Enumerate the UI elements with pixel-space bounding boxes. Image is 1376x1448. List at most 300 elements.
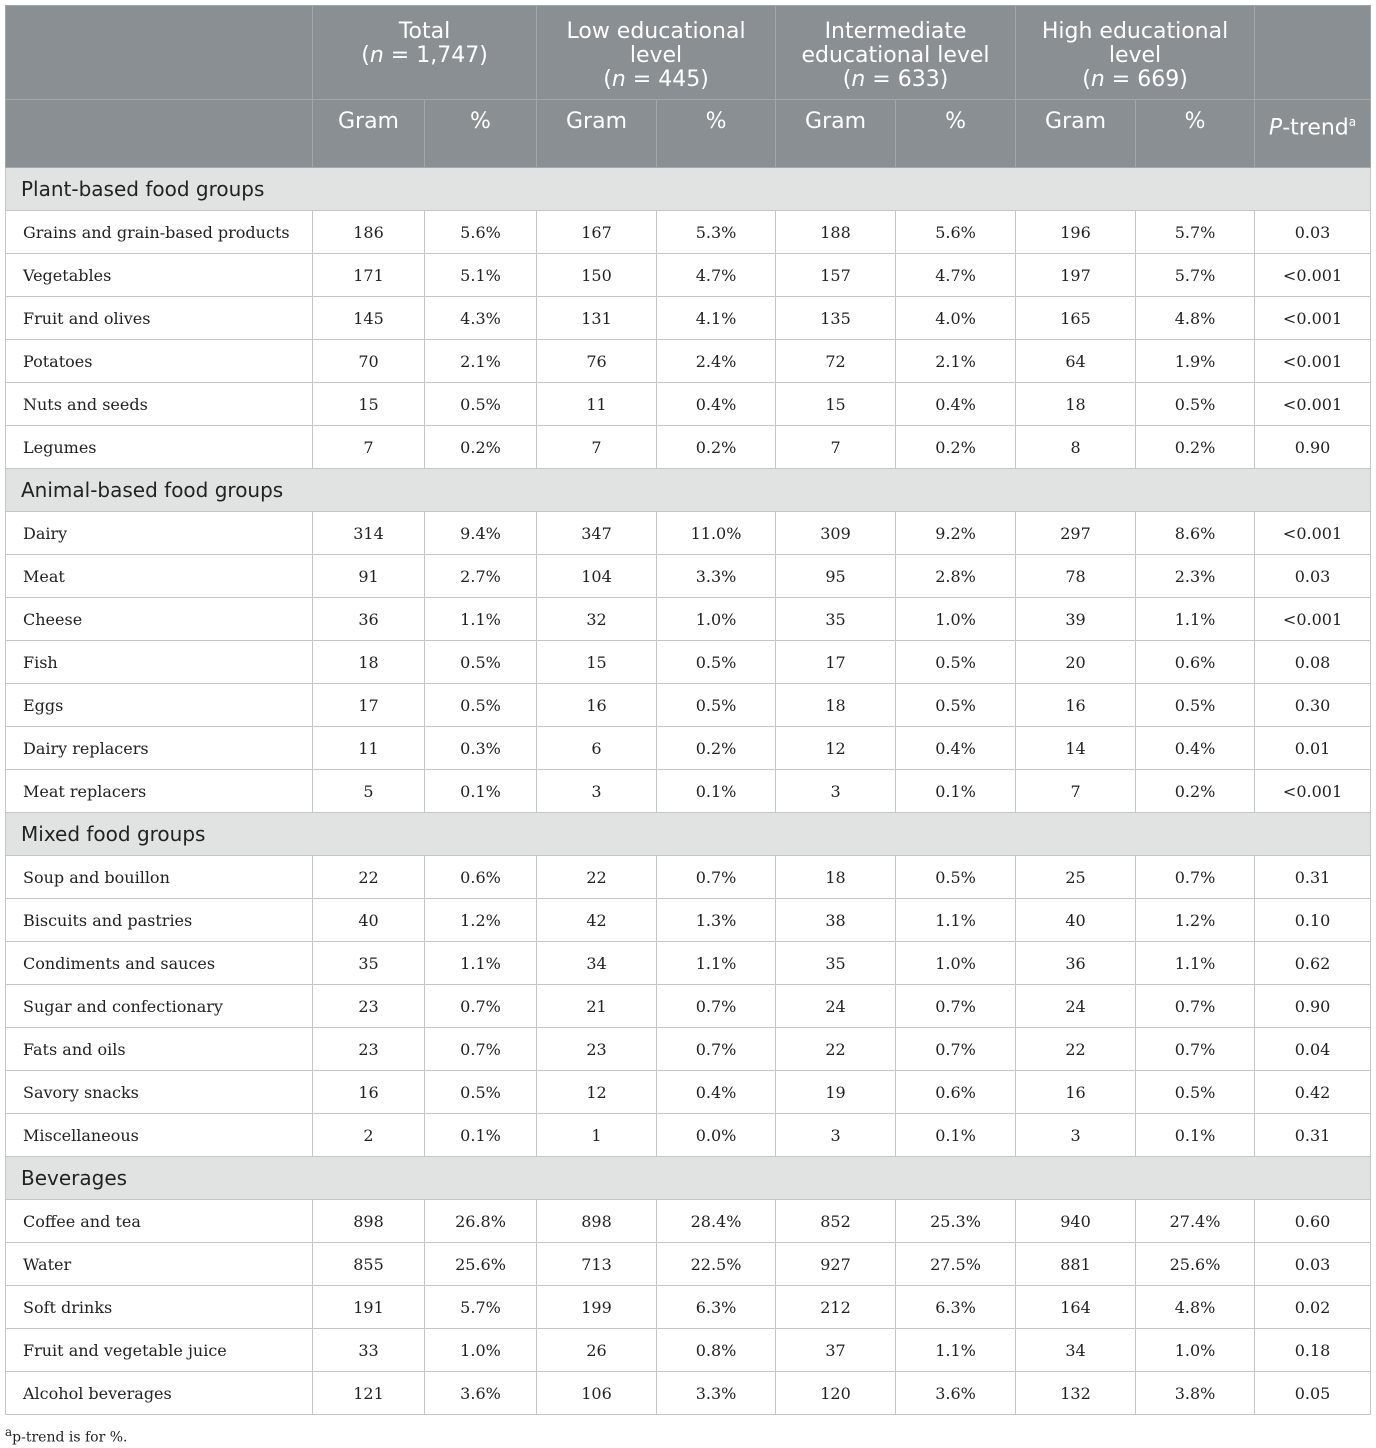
- value-cell: 0.5%: [657, 684, 776, 727]
- table-row: [6, 211, 1371, 254]
- value-cell: 25.3%: [896, 1200, 1016, 1243]
- table-row: [6, 1243, 1371, 1286]
- value-cell: 0.4%: [896, 727, 1016, 770]
- value-cell: <0.001: [1255, 297, 1371, 340]
- value-cell: 8: [1016, 426, 1136, 469]
- value-cell: 23: [313, 985, 425, 1028]
- footnote-text: p-trend is for %.: [12, 1429, 128, 1446]
- value-cell: 0.2%: [425, 426, 537, 469]
- value-cell: 0.90: [1255, 426, 1371, 469]
- food-group-label: Condiments and sauces: [6, 942, 313, 985]
- value-cell: 23: [537, 1028, 657, 1071]
- table-row: [6, 555, 1371, 598]
- ptrend-group-header: [1255, 6, 1371, 100]
- value-cell: 0.62: [1255, 942, 1371, 985]
- n-value: 669: [1137, 67, 1180, 92]
- value-cell: 186: [313, 211, 425, 254]
- value-cell: 15: [313, 383, 425, 426]
- value-cell: 121: [313, 1372, 425, 1415]
- value-cell: 14: [1016, 727, 1136, 770]
- section-row: [6, 469, 1371, 512]
- table-row: [6, 340, 1371, 383]
- value-cell: 17: [776, 641, 896, 684]
- value-cell: 22: [776, 1028, 896, 1071]
- value-cell: 5.3%: [657, 211, 776, 254]
- value-cell: 940: [1016, 1200, 1136, 1243]
- footnote: [5, 1425, 128, 1446]
- table-row: [6, 1329, 1371, 1372]
- value-cell: 64: [1016, 340, 1136, 383]
- value-cell: 2.1%: [425, 340, 537, 383]
- value-cell: 35: [776, 942, 896, 985]
- value-cell: 0.7%: [1136, 985, 1255, 1028]
- food-group-label: Grains and grain-based products: [6, 211, 313, 254]
- value-cell: 36: [1016, 942, 1136, 985]
- value-cell: 0.7%: [1136, 1028, 1255, 1071]
- value-cell: 131: [537, 297, 657, 340]
- group-title: Low educational level: [566, 19, 746, 68]
- value-cell: 0.02: [1255, 1286, 1371, 1329]
- value-cell: 0.1%: [896, 770, 1016, 813]
- value-cell: 0.2%: [657, 426, 776, 469]
- value-cell: 309: [776, 512, 896, 555]
- value-cell: 35: [313, 942, 425, 985]
- value-cell: 4.7%: [896, 254, 1016, 297]
- value-cell: 0.8%: [657, 1329, 776, 1372]
- n-value: 445: [658, 67, 701, 92]
- value-cell: 7: [1016, 770, 1136, 813]
- value-cell: 3.6%: [425, 1372, 537, 1415]
- table-row: [6, 512, 1371, 555]
- value-cell: 0.1%: [425, 1114, 537, 1157]
- value-cell: 22: [537, 856, 657, 899]
- value-cell: 0.7%: [657, 985, 776, 1028]
- section-title: Beverages: [6, 1157, 1371, 1200]
- value-cell: 23: [313, 1028, 425, 1071]
- value-cell: 27.4%: [1136, 1200, 1255, 1243]
- value-cell: 22: [1016, 1028, 1136, 1071]
- value-cell: 5.6%: [896, 211, 1016, 254]
- table-row: [6, 942, 1371, 985]
- value-cell: 0.5%: [425, 684, 537, 727]
- value-cell: 76: [537, 340, 657, 383]
- value-cell: 0.1%: [657, 770, 776, 813]
- value-cell: 196: [1016, 211, 1136, 254]
- value-cell: 2.4%: [657, 340, 776, 383]
- value-cell: 15: [537, 641, 657, 684]
- value-cell: 0.7%: [425, 1028, 537, 1071]
- value-cell: 297: [1016, 512, 1136, 555]
- value-cell: 26.8%: [425, 1200, 537, 1243]
- food-group-label: Meat replacers: [6, 770, 313, 813]
- group-header: [313, 6, 537, 100]
- value-cell: 6: [537, 727, 657, 770]
- value-cell: 9.4%: [425, 512, 537, 555]
- value-cell: 1.1%: [1136, 598, 1255, 641]
- value-cell: 11: [537, 383, 657, 426]
- value-cell: 0.6%: [425, 856, 537, 899]
- gram-header: Gram: [537, 100, 657, 168]
- value-cell: 0.03: [1255, 1243, 1371, 1286]
- section-title: Animal-based food groups: [6, 469, 1371, 512]
- value-cell: 1.2%: [1136, 899, 1255, 942]
- value-cell: 0.5%: [896, 641, 1016, 684]
- value-cell: 347: [537, 512, 657, 555]
- n-value: 1,747: [416, 43, 480, 68]
- value-cell: 0.4%: [896, 383, 1016, 426]
- value-cell: 1.1%: [1136, 942, 1255, 985]
- value-cell: 11.0%: [657, 512, 776, 555]
- value-cell: 1.1%: [657, 942, 776, 985]
- value-cell: 197: [1016, 254, 1136, 297]
- value-cell: 37: [776, 1329, 896, 1372]
- value-cell: 5: [313, 770, 425, 813]
- value-cell: 16: [1016, 1071, 1136, 1114]
- value-cell: 0.1%: [1136, 1114, 1255, 1157]
- value-cell: 32: [537, 598, 657, 641]
- footnote-marker: a: [5, 1425, 13, 1439]
- corner-cell: [6, 100, 313, 168]
- table-row: [6, 383, 1371, 426]
- food-group-label: Dairy: [6, 512, 313, 555]
- table-row: [6, 1114, 1371, 1157]
- value-cell: 0.7%: [425, 985, 537, 1028]
- value-cell: 171: [313, 254, 425, 297]
- value-cell: 3: [537, 770, 657, 813]
- value-cell: <0.001: [1255, 254, 1371, 297]
- value-cell: 18: [1016, 383, 1136, 426]
- value-cell: 12: [537, 1071, 657, 1114]
- value-cell: 0.5%: [1136, 383, 1255, 426]
- value-cell: 3.3%: [657, 1372, 776, 1415]
- value-cell: 12: [776, 727, 896, 770]
- value-cell: 1.0%: [896, 942, 1016, 985]
- table-row: [6, 1372, 1371, 1415]
- gram-header: Gram: [1016, 100, 1136, 168]
- value-cell: 2.1%: [896, 340, 1016, 383]
- food-group-label: Legumes: [6, 426, 313, 469]
- value-cell: 42: [537, 899, 657, 942]
- value-cell: 1.3%: [657, 899, 776, 942]
- food-group-label: Fish: [6, 641, 313, 684]
- food-group-label: Cheese: [6, 598, 313, 641]
- table-row: [6, 297, 1371, 340]
- value-cell: 132: [1016, 1372, 1136, 1415]
- value-cell: 33: [313, 1329, 425, 1372]
- table-row: [6, 1071, 1371, 1114]
- value-cell: 0.5%: [896, 684, 1016, 727]
- value-cell: 0.05: [1255, 1372, 1371, 1415]
- value-cell: 34: [537, 942, 657, 985]
- value-cell: 0.4%: [1136, 727, 1255, 770]
- table-row: [6, 727, 1371, 770]
- section-row: [6, 813, 1371, 856]
- value-cell: 22: [313, 856, 425, 899]
- table-row: [6, 1028, 1371, 1071]
- value-cell: 4.3%: [425, 297, 537, 340]
- percent-header: %: [896, 100, 1016, 168]
- value-cell: 5.7%: [425, 1286, 537, 1329]
- value-cell: 5.1%: [425, 254, 537, 297]
- value-cell: 20: [1016, 641, 1136, 684]
- value-cell: 9.2%: [896, 512, 1016, 555]
- value-cell: <0.001: [1255, 383, 1371, 426]
- value-cell: 39: [1016, 598, 1136, 641]
- value-cell: 38: [776, 899, 896, 942]
- value-cell: 212: [776, 1286, 896, 1329]
- corner-cell: [6, 6, 313, 100]
- gram-header: Gram: [776, 100, 896, 168]
- value-cell: 0.2%: [1136, 426, 1255, 469]
- value-cell: 16: [313, 1071, 425, 1114]
- group-header: [776, 6, 1016, 100]
- value-cell: 165: [1016, 297, 1136, 340]
- value-cell: 25.6%: [1136, 1243, 1255, 1286]
- value-cell: 0.7%: [896, 1028, 1016, 1071]
- value-cell: 898: [537, 1200, 657, 1243]
- value-cell: 16: [537, 684, 657, 727]
- value-cell: 0.5%: [425, 641, 537, 684]
- value-cell: 0.4%: [657, 1071, 776, 1114]
- value-cell: 4.0%: [896, 297, 1016, 340]
- table-row: [6, 856, 1371, 899]
- table-row: [6, 899, 1371, 942]
- value-cell: 4.1%: [657, 297, 776, 340]
- food-group-label: Sugar and confectionary: [6, 985, 313, 1028]
- value-cell: 0.5%: [425, 1071, 537, 1114]
- value-cell: 0.6%: [896, 1071, 1016, 1114]
- group-n: (n = 633): [842, 67, 949, 92]
- value-cell: 25.6%: [425, 1243, 537, 1286]
- value-cell: 95: [776, 555, 896, 598]
- value-cell: 24: [776, 985, 896, 1028]
- value-cell: 34: [1016, 1329, 1136, 1372]
- value-cell: 191: [313, 1286, 425, 1329]
- value-cell: 0.1%: [425, 770, 537, 813]
- value-cell: 25: [1016, 856, 1136, 899]
- value-cell: 5.7%: [1136, 211, 1255, 254]
- value-cell: 145: [313, 297, 425, 340]
- value-cell: 24: [1016, 985, 1136, 1028]
- value-cell: 18: [313, 641, 425, 684]
- value-cell: 15: [776, 383, 896, 426]
- group-header: [537, 6, 776, 100]
- ptrend-sup: a: [1348, 115, 1357, 129]
- percent-header: %: [1136, 100, 1255, 168]
- value-cell: 0.2%: [1136, 770, 1255, 813]
- value-cell: 135: [776, 297, 896, 340]
- food-group-label: Coffee and tea: [6, 1200, 313, 1243]
- value-cell: 40: [1016, 899, 1136, 942]
- value-cell: 1.1%: [896, 899, 1016, 942]
- value-cell: 0.60: [1255, 1200, 1371, 1243]
- value-cell: 72: [776, 340, 896, 383]
- value-cell: 0.04: [1255, 1028, 1371, 1071]
- value-cell: 0.0%: [657, 1114, 776, 1157]
- value-cell: 3.8%: [1136, 1372, 1255, 1415]
- section-title: Mixed food groups: [6, 813, 1371, 856]
- value-cell: 855: [313, 1243, 425, 1286]
- value-cell: 18: [776, 684, 896, 727]
- value-cell: 16: [1016, 684, 1136, 727]
- value-cell: 8.6%: [1136, 512, 1255, 555]
- ptrend-header: [1255, 100, 1371, 168]
- value-cell: 0.03: [1255, 555, 1371, 598]
- value-cell: 2.7%: [425, 555, 537, 598]
- value-cell: 26: [537, 1329, 657, 1372]
- value-cell: 4.8%: [1136, 1286, 1255, 1329]
- value-cell: 881: [1016, 1243, 1136, 1286]
- value-cell: 1.1%: [425, 942, 537, 985]
- value-cell: 199: [537, 1286, 657, 1329]
- value-cell: 6.3%: [657, 1286, 776, 1329]
- value-cell: 1: [537, 1114, 657, 1157]
- section-title: Plant-based food groups: [6, 168, 1371, 211]
- section-row: [6, 168, 1371, 211]
- value-cell: 1.2%: [425, 899, 537, 942]
- group-title: High educational level: [1041, 19, 1229, 68]
- value-cell: 0.2%: [657, 727, 776, 770]
- value-cell: 0.31: [1255, 856, 1371, 899]
- value-cell: 314: [313, 512, 425, 555]
- value-cell: 2.3%: [1136, 555, 1255, 598]
- value-cell: 17: [313, 684, 425, 727]
- value-cell: 713: [537, 1243, 657, 1286]
- value-cell: 898: [313, 1200, 425, 1243]
- value-cell: 19: [776, 1071, 896, 1114]
- value-cell: 5.6%: [425, 211, 537, 254]
- food-group-label: Miscellaneous: [6, 1114, 313, 1157]
- table-row: [6, 598, 1371, 641]
- value-cell: 0.90: [1255, 985, 1371, 1028]
- value-cell: 0.5%: [1136, 1071, 1255, 1114]
- food-group-label: Water: [6, 1243, 313, 1286]
- food-intake-table: [5, 5, 1371, 1415]
- value-cell: <0.001: [1255, 770, 1371, 813]
- value-cell: 11: [313, 727, 425, 770]
- value-cell: 106: [537, 1372, 657, 1415]
- value-cell: 3.3%: [657, 555, 776, 598]
- table-row: [6, 770, 1371, 813]
- value-cell: 0.1%: [896, 1114, 1016, 1157]
- food-group-label: Soup and bouillon: [6, 856, 313, 899]
- value-cell: 0.03: [1255, 211, 1371, 254]
- food-group-label: Meat: [6, 555, 313, 598]
- value-cell: 0.5%: [657, 641, 776, 684]
- group-title: Total: [398, 19, 451, 44]
- value-cell: 1.0%: [425, 1329, 537, 1372]
- value-cell: 0.5%: [1136, 684, 1255, 727]
- value-cell: 0.6%: [1136, 641, 1255, 684]
- food-group-label: Vegetables: [6, 254, 313, 297]
- n-value: 633: [897, 67, 940, 92]
- n-label: n: [369, 43, 384, 68]
- value-cell: 4.7%: [657, 254, 776, 297]
- group-n: (n = 1,747): [361, 43, 488, 68]
- value-cell: 0.4%: [657, 383, 776, 426]
- value-cell: 0.18: [1255, 1329, 1371, 1372]
- value-cell: 7: [776, 426, 896, 469]
- section-row: [6, 1157, 1371, 1200]
- food-group-label: Soft drinks: [6, 1286, 313, 1329]
- value-cell: <0.001: [1255, 598, 1371, 641]
- value-cell: 22.5%: [657, 1243, 776, 1286]
- value-cell: 188: [776, 211, 896, 254]
- value-cell: 0.7%: [657, 1028, 776, 1071]
- value-cell: 35: [776, 598, 896, 641]
- group-n: (n = 669): [1082, 67, 1188, 92]
- value-cell: 28.4%: [657, 1200, 776, 1243]
- value-cell: 7: [313, 426, 425, 469]
- value-cell: 36: [313, 598, 425, 641]
- value-cell: 70: [313, 340, 425, 383]
- value-cell: 150: [537, 254, 657, 297]
- value-cell: 0.7%: [896, 985, 1016, 1028]
- value-cell: 1.0%: [657, 598, 776, 641]
- value-cell: 0.5%: [425, 383, 537, 426]
- food-group-label: Fruit and vegetable juice: [6, 1329, 313, 1372]
- value-cell: 2: [313, 1114, 425, 1157]
- value-cell: 3: [1016, 1114, 1136, 1157]
- food-group-label: Biscuits and pastries: [6, 899, 313, 942]
- value-cell: 0.42: [1255, 1071, 1371, 1114]
- percent-header: %: [425, 100, 537, 168]
- n-label: n: [1090, 67, 1105, 92]
- value-cell: 167: [537, 211, 657, 254]
- food-group-label: Fats and oils: [6, 1028, 313, 1071]
- value-cell: 1.1%: [896, 1329, 1016, 1372]
- value-cell: 0.30: [1255, 684, 1371, 727]
- table-row: [6, 985, 1371, 1028]
- value-cell: 0.2%: [896, 426, 1016, 469]
- value-cell: 27.5%: [896, 1243, 1016, 1286]
- value-cell: 3: [776, 1114, 896, 1157]
- table-row: [6, 1200, 1371, 1243]
- value-cell: 5.7%: [1136, 254, 1255, 297]
- value-cell: 0.08: [1255, 641, 1371, 684]
- value-cell: 21: [537, 985, 657, 1028]
- value-cell: 157: [776, 254, 896, 297]
- table-row: [6, 254, 1371, 297]
- p-letter: P: [1268, 115, 1283, 141]
- value-cell: 6.3%: [896, 1286, 1016, 1329]
- table-row: [6, 641, 1371, 684]
- group-n: (n = 445): [603, 67, 709, 92]
- value-cell: 0.3%: [425, 727, 537, 770]
- value-cell: 1.9%: [1136, 340, 1255, 383]
- value-cell: 1.0%: [1136, 1329, 1255, 1372]
- n-label: n: [851, 67, 866, 92]
- value-cell: 3: [776, 770, 896, 813]
- value-cell: 7: [537, 426, 657, 469]
- value-cell: 2.8%: [896, 555, 1016, 598]
- value-cell: 18: [776, 856, 896, 899]
- table-row: [6, 684, 1371, 727]
- value-cell: 164: [1016, 1286, 1136, 1329]
- food-group-label: Nuts and seeds: [6, 383, 313, 426]
- value-cell: 1.1%: [425, 598, 537, 641]
- n-label: n: [611, 67, 626, 92]
- value-cell: 104: [537, 555, 657, 598]
- value-cell: 0.01: [1255, 727, 1371, 770]
- value-cell: 120: [776, 1372, 896, 1415]
- value-cell: 3.6%: [896, 1372, 1016, 1415]
- value-cell: 4.8%: [1136, 297, 1255, 340]
- group-title: Intermediate educational level: [801, 19, 990, 68]
- value-cell: 1.0%: [896, 598, 1016, 641]
- table-row: [6, 1286, 1371, 1329]
- value-cell: 0.10: [1255, 899, 1371, 942]
